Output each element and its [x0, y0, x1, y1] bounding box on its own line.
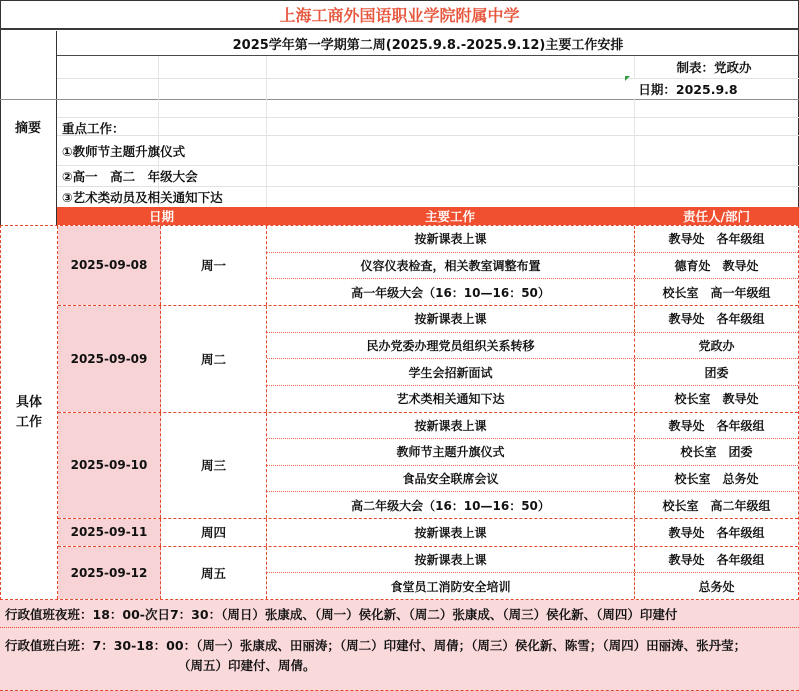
schedule-table	[0, 225, 799, 600]
summary-label: 摘要	[14, 121, 41, 136]
day-duty-line2: （周五）印建付、周倩。	[178, 658, 316, 673]
task-row	[267, 226, 798, 252]
page-title: 上海工商外国语职业学院附属中学	[0, 0, 799, 30]
task-rows	[267, 226, 798, 305]
task-rows	[267, 413, 798, 519]
gridline	[57, 186, 799, 187]
owner-cell: 教导处 各年级组	[668, 232, 765, 247]
summary-heading: 重点工作：	[62, 121, 125, 136]
day-section	[58, 226, 798, 305]
subtitle: 2025学年第一学期第二周(2025.9.8.-2025.9.12)主要工作安排	[232, 38, 624, 53]
task-cell: 高一年级大会（16：10—16：50）	[267, 279, 635, 305]
day-section	[58, 546, 798, 599]
owner-cell: 团委	[704, 365, 729, 380]
date-cell: 2025-09-09	[58, 306, 161, 412]
weekday-cell: 周一	[161, 226, 267, 305]
date-cell: 2025-09-10	[58, 413, 161, 519]
day-section	[58, 412, 798, 519]
task-cell: 食堂员工消防安全培训	[267, 573, 635, 599]
task-cell: 按新课表上课	[267, 413, 635, 439]
task-row	[267, 572, 798, 599]
day-duty-line1: 行政值班白班：7：30-18：00：（周一）张康成、田丽涛；（周二）印建付、周倩；（周三）侯化新、陈雪；（周四）田丽涛、张丹莹；	[5, 638, 747, 653]
owner-cell: 校长室 总务处	[674, 472, 759, 487]
header-cell-owner: 责任人/部门	[682, 209, 751, 224]
summary-item: ②高一 高二 年级大会	[62, 169, 198, 184]
owner-cell: 校长室 教导处	[674, 392, 759, 407]
divider	[0, 99, 799, 100]
weekday-cell: 周三	[161, 413, 267, 519]
task-row	[267, 465, 798, 492]
owner-cell: 教导处 各年级组	[668, 525, 765, 540]
prepared-by-cell: 制表：党政办	[676, 60, 752, 75]
day-duty-note	[0, 628, 799, 691]
header-cell-date: 日期	[148, 209, 174, 224]
detail-section-label: 具体工作	[1, 226, 58, 599]
summary-item: ①教师节主题升旗仪式	[62, 144, 186, 159]
owner-cell: 总务处	[698, 579, 735, 594]
task-rows	[267, 547, 798, 599]
weekday-cell: 周二	[161, 306, 267, 412]
task-cell: 按新课表上课	[267, 226, 635, 252]
date-cell-header: 日期：2025.9.8	[607, 79, 769, 98]
task-rows	[267, 519, 798, 546]
task-row	[267, 252, 798, 279]
task-cell: 教师节主题升旗仪式	[267, 439, 635, 465]
owner-cell: 德育处 教导处	[674, 258, 759, 273]
weekday-cell: 周四	[161, 519, 267, 546]
task-cell: 艺术类相关通知下达	[267, 386, 635, 412]
gridline	[266, 56, 267, 207]
divider	[57, 55, 799, 56]
task-row	[267, 278, 798, 305]
date-cell: 2025-09-08	[58, 226, 161, 305]
detail-sections	[58, 226, 798, 599]
owner-cell: 校长室 高一年级组	[662, 285, 771, 300]
date-cell: 2025-09-11	[58, 519, 161, 546]
task-cell: 民办党委办理党员组织关系转移	[267, 333, 635, 359]
task-cell: 学生会招新面试	[267, 359, 635, 385]
owner-cell: 校长室 团委	[680, 445, 753, 460]
owner-cell: 校长室 高二年级组	[662, 498, 771, 513]
task-row	[267, 438, 798, 465]
header-cell-task: 主要工作	[424, 209, 475, 224]
gridline	[57, 135, 799, 136]
task-row	[267, 358, 798, 385]
gridline	[57, 165, 799, 166]
owner-cell: 党政办	[698, 338, 735, 353]
task-row	[267, 332, 798, 359]
task-cell: 高二年级大会（16：10—16：50）	[267, 492, 635, 518]
task-row	[267, 491, 798, 518]
task-row	[267, 519, 798, 546]
table-header-row	[57, 207, 799, 225]
task-rows	[267, 306, 798, 412]
task-cell: 按新课表上课	[267, 306, 635, 332]
task-row	[267, 413, 798, 439]
gridline	[57, 117, 799, 118]
task-cell: 食品安全联席会议	[267, 466, 635, 492]
task-cell: 按新课表上课	[267, 547, 635, 573]
summary-item: ③艺术类动员及相关通知下达	[62, 190, 223, 205]
owner-cell: 教导处 各年级组	[668, 418, 765, 433]
owner-cell: 教导处 各年级组	[668, 312, 765, 327]
day-section	[58, 518, 798, 546]
task-row	[267, 385, 798, 412]
owner-cell: 教导处 各年级组	[668, 553, 765, 568]
task-row	[267, 547, 798, 573]
weekday-cell: 周五	[161, 547, 267, 599]
divider	[56, 31, 57, 225]
task-row	[267, 306, 798, 332]
day-section	[58, 305, 798, 412]
comment-indicator-icon	[625, 76, 630, 81]
date-cell: 2025-09-12	[58, 547, 161, 599]
task-cell: 仪容仪表检查，相关教室调整布置	[267, 253, 635, 279]
night-duty-note: 行政值班夜班：18：00-次日7：30：（周日）张康成、（周一）侯化新、（周二）张康成、（周三）侯化新、（周四）印建付	[0, 600, 799, 628]
task-cell: 按新课表上课	[267, 519, 635, 546]
